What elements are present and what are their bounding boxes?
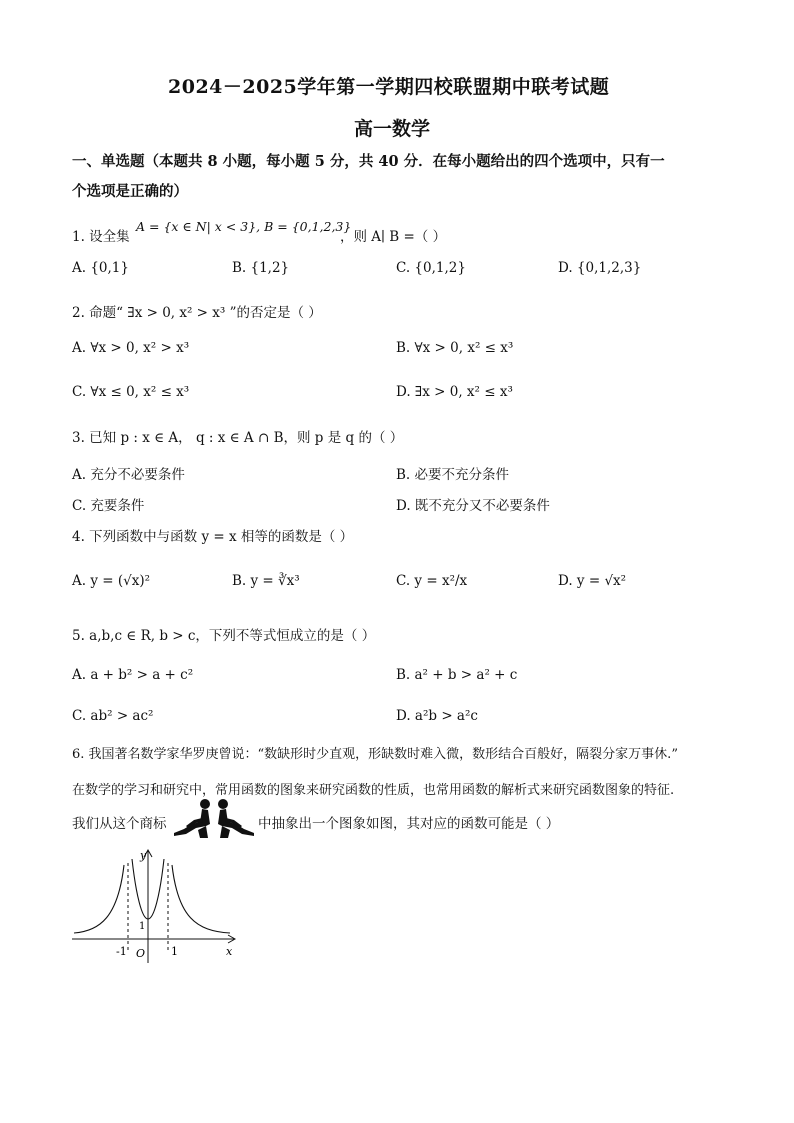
question-6-line2: 在数学的学习和研究中，常用函数的图象来研究函数的性质，也常用函数的解析式来研究函数图象的特征. — [72, 783, 675, 798]
question-2-option-b[interactable]: B. ∀x > 0, x² ≤ x³ — [396, 340, 514, 356]
question-5-option-d[interactable]: D. a²b > a²c — [396, 708, 478, 724]
question-3-option-d[interactable]: D. 既不充分又不必要条件 — [396, 498, 550, 514]
question-5-option-b[interactable]: B. a² + b > a² + c — [396, 667, 518, 683]
section-heading-line2: 个选项是正确的） — [72, 183, 188, 200]
question-4-option-d[interactable]: D. y = √x² — [558, 573, 627, 589]
question-1-option-b[interactable]: B. {1,2} — [232, 260, 290, 276]
question-2-option-a[interactable]: A. ∀x > 0, x² > x³ — [72, 340, 190, 356]
question-1-suffix: ，则 A∣ B =（ ） — [340, 229, 447, 245]
tick-label-neg1: -1 — [116, 945, 127, 958]
tick-label-pos1: 1 — [171, 945, 178, 958]
question-1-prefix: 1. 设全集 — [72, 229, 130, 245]
x-axis-label: x — [226, 945, 233, 958]
y-intercept-label: 1 — [139, 921, 146, 932]
origin-label: O — [136, 947, 146, 960]
question-5-stem: 5. a,b,c ∈ R, b > c，下列不等式恒成立的是（ ） — [72, 628, 376, 644]
question-1-option-a[interactable]: A. {0,1} — [72, 260, 129, 276]
question-4-option-a[interactable]: A. y = (√x)² — [72, 573, 151, 589]
question-2-option-d[interactable]: D. ∃x > 0, x² ≤ x³ — [396, 384, 513, 400]
question-5-option-c[interactable]: C. ab² > ac² — [72, 708, 154, 724]
question-6-line1: 6. 我国著名数学家华罗庚曾说：“数缺形时少直观，形缺数时难入微，数形结合百般好，隔裂分家万事休.” — [72, 747, 678, 762]
page-subtitle: 高一数学 — [354, 118, 431, 140]
question-1-option-c[interactable]: C. {0,1,2} — [396, 260, 466, 276]
brand-logo-silhouette — [172, 798, 256, 840]
question-3-option-a[interactable]: A. 充分不必要条件 — [72, 467, 185, 483]
section-heading-line1: 一、单选题（本题共 8 小题，每小题 5 分，共 40 分．在每小题给出的四个选项中，只有一 — [72, 153, 665, 170]
curve-right-branch — [172, 865, 230, 933]
question-1-set-definition: A = {x ∈ N| x < 3}, B = {0,1,2,3} — [136, 219, 352, 234]
function-graph — [70, 845, 240, 965]
question-4-option-b[interactable]: B. y = ∛x³ — [232, 573, 300, 589]
question-6-line3-suffix: 中抽象出一个图象如图，其对应的函数可能是（ ） — [258, 816, 560, 832]
question-4-stem: 4. 下列函数中与函数 y = x 相等的函数是（ ） — [72, 529, 354, 545]
question-3-option-b[interactable]: B. 必要不充分条件 — [396, 467, 510, 483]
y-axis-label: y — [140, 849, 147, 862]
question-2-stem: 2. 命题“ ∃x > 0, x² > x³ ”的否定是（ ） — [72, 305, 322, 321]
question-4-option-c[interactable]: C. y = x²/x — [396, 573, 468, 589]
question-6-line3-prefix: 我们从这个商标 — [72, 816, 167, 832]
question-3-stem: 3. 已知 p : x ∈ A， q : x ∈ A ∩ B，则 p 是 q 的（ ） — [72, 430, 404, 446]
question-5-option-a[interactable]: A. a + b² > a + c² — [72, 667, 194, 683]
question-2-option-c[interactable]: C. ∀x ≤ 0, x² ≤ x³ — [72, 384, 190, 400]
question-1-option-d[interactable]: D. {0,1,2,3} — [558, 260, 642, 276]
curve-left-branch — [74, 865, 124, 933]
question-3-option-c[interactable]: C. 充要条件 — [72, 498, 145, 514]
page-title: 2024－2025学年第一学期四校联盟期中联考试题 — [168, 76, 610, 98]
